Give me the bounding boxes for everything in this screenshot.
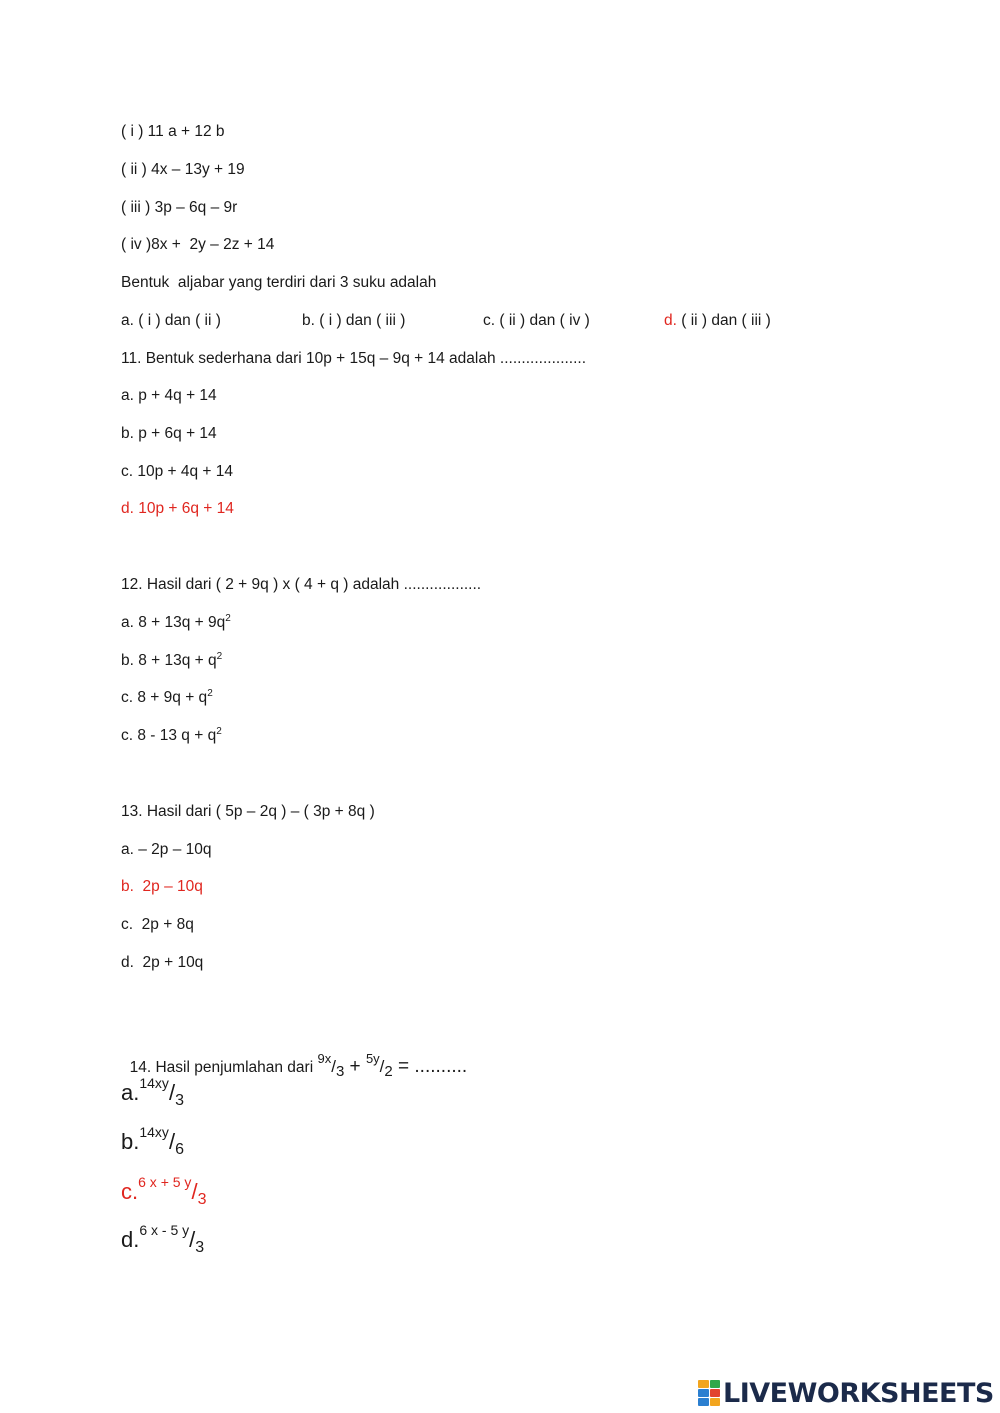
q10-option-b[interactable]: b. ( i ) dan ( iii ) bbox=[302, 312, 406, 329]
q13-option-c[interactable]: c. 2p + 8q bbox=[121, 916, 194, 933]
q14-fraction1-numerator: 9x bbox=[317, 1051, 332, 1066]
q14-option-a[interactable]: $a.^{14xy}/_3$ bbox=[121, 1075, 184, 1109]
q14-option-a-letter: a. bbox=[121, 1080, 140, 1105]
q11-option-d[interactable]: d. 10p + 6q + 14 bbox=[121, 500, 234, 517]
q14-option-d-letter: d. bbox=[121, 1227, 140, 1252]
q14-option-d-numerator: 6 x - 5 y bbox=[139, 1222, 190, 1238]
q14-suffix: = .......... bbox=[392, 1056, 468, 1077]
q11-option-a[interactable]: a. p + 4q + 14 bbox=[121, 387, 217, 404]
q12-option-d-text: c. 8 - 13 q + q bbox=[121, 727, 217, 744]
q12-option-d-exponent: 2 bbox=[216, 725, 222, 737]
q14-option-d[interactable]: $d.^{6 x - 5 y}/_3$ bbox=[121, 1222, 205, 1256]
q10-item-4: ( iv )8x + 2y – 2z + 14 bbox=[121, 236, 275, 253]
q10-item-3: ( iii ) 3p – 6q – 9r bbox=[121, 199, 238, 216]
q11-option-c[interactable]: c. 10p + 4q + 14 bbox=[121, 463, 234, 480]
q14-plus: + bbox=[344, 1056, 366, 1077]
q12-option-a-text: a. 8 + 13q + 9q bbox=[121, 614, 226, 631]
q12-option-c-exponent: 2 bbox=[207, 687, 213, 699]
liveworksheets-logo bbox=[698, 1378, 994, 1408]
q13-option-a[interactable]: a. – 2p – 10q bbox=[121, 841, 212, 858]
q12-question: 12. Hasil dari ( 2 + 9q ) x ( 4 + q ) adalah .................. bbox=[121, 576, 482, 593]
q12-option-a-exponent: 2 bbox=[225, 612, 231, 624]
q14-fraction1-denominator: 3 bbox=[335, 1063, 345, 1080]
q12-option-d[interactable] bbox=[121, 726, 222, 746]
q14-option-a-denominator: 3 bbox=[175, 1092, 184, 1109]
q14-option-c-numerator: 6 x + 5 y bbox=[138, 1174, 192, 1190]
q10-options bbox=[121, 311, 821, 331]
q10-option-d-text: ( ii ) dan ( iii ) bbox=[676, 312, 771, 329]
q13-question: 13. Hasil dari ( 5p – 2q ) – ( 3p + 8q ) bbox=[121, 803, 375, 820]
q10-item-1: ( i ) 11 a + 12 b bbox=[121, 123, 225, 140]
q11-question: 11. Bentuk sederhana dari 10p + 15q – 9q + 14 adalah .................... bbox=[121, 350, 587, 367]
q12-option-b-exponent: 2 bbox=[216, 650, 223, 662]
q14-option-b-letter: b. bbox=[121, 1129, 140, 1154]
q10-item-2: ( ii ) 4x – 13y + 19 bbox=[121, 161, 245, 178]
liveworksheets-logo-icon bbox=[698, 1380, 720, 1406]
q11-option-b[interactable]: b. p + 6q + 14 bbox=[121, 425, 217, 442]
q12-option-c[interactable] bbox=[121, 688, 213, 708]
q10-option-d[interactable] bbox=[664, 311, 771, 331]
q14-option-d-denominator: 3 bbox=[195, 1239, 205, 1256]
q10-option-c[interactable]: c. ( ii ) dan ( iv ) bbox=[483, 312, 590, 329]
q10-option-d-letter: d. bbox=[664, 312, 677, 329]
q13-option-d[interactable]: d. 2p + 10q bbox=[121, 954, 204, 971]
q14-option-b-denominator: 6 bbox=[175, 1141, 184, 1158]
q12-option-a[interactable] bbox=[121, 613, 231, 633]
q14-fraction2-denominator: 2 bbox=[384, 1063, 393, 1080]
q10-question: Bentuk aljabar yang terdiri dari 3 suku adalah bbox=[121, 274, 437, 291]
q12-option-c-text: c. 8 + 9q + q bbox=[121, 689, 208, 706]
q14-question-prefix: 14. Hasil penjumlahan dari bbox=[129, 1059, 318, 1076]
q14-option-b[interactable]: $b.^{14xy}/_6$ bbox=[121, 1124, 184, 1158]
q14-question: 14. Hasil penjumlahan dari $^{9x}$/3 + $^{5y}$/2 = .......... bbox=[129, 1051, 468, 1080]
q14-option-c-letter: c. bbox=[121, 1179, 139, 1204]
q14-option-a-numerator: 14xy bbox=[139, 1075, 169, 1091]
q14-fraction2-numerator: 5y bbox=[365, 1051, 380, 1066]
q12-option-b-text: b. 8 + 13q + q bbox=[121, 652, 217, 669]
q14-option-c-denominator: 3 bbox=[197, 1191, 207, 1208]
liveworksheets-logo-text: LIVEWORKSHEETS bbox=[723, 1377, 994, 1409]
q14-option-c[interactable]: $c.^{6 x + 5 y}/_3$ bbox=[121, 1174, 207, 1208]
q14-option-b-numerator: 14xy bbox=[139, 1124, 169, 1140]
q12-option-b[interactable] bbox=[121, 651, 222, 671]
q10-option-a[interactable]: a. ( i ) dan ( ii ) bbox=[121, 312, 221, 329]
q13-option-b[interactable]: b. 2p – 10q bbox=[121, 878, 203, 895]
